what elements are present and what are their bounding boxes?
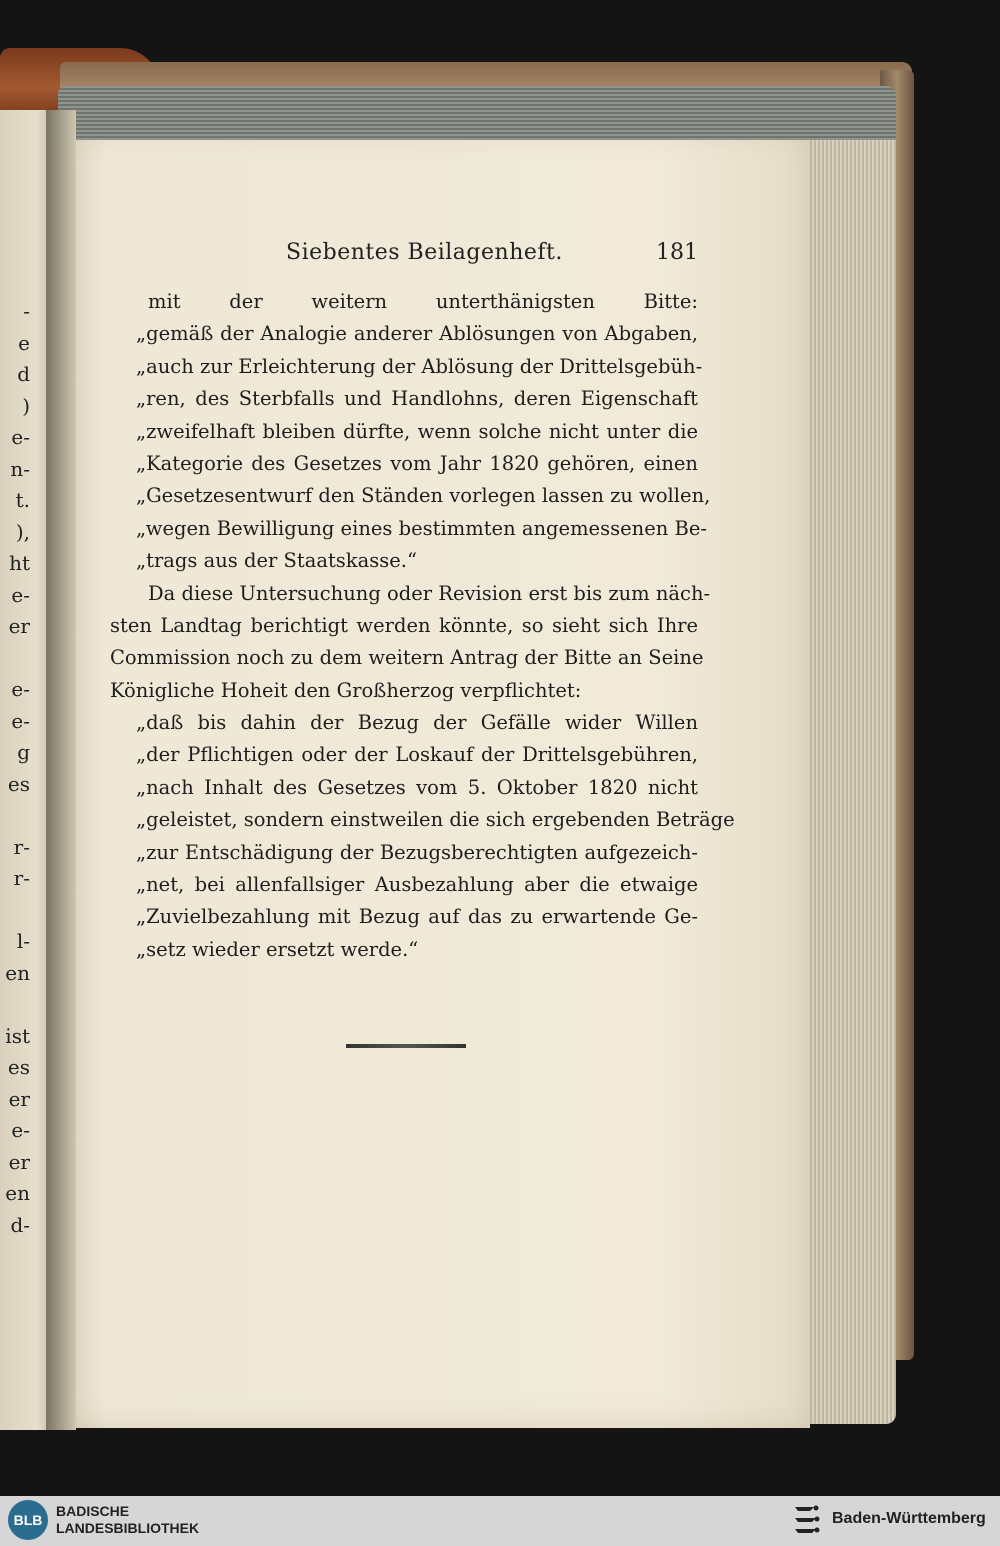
left-page-fragment xyxy=(0,800,30,832)
text-line: „der Pflichtigen oder der Loskauf der Drittelsgebühren, xyxy=(136,743,698,767)
page-edges-right xyxy=(800,104,896,1424)
left-page-fragment: - xyxy=(23,299,30,323)
left-page-fragment: t. xyxy=(15,488,30,512)
left-page-fragment: r- xyxy=(13,866,30,890)
section-end-rule xyxy=(346,1044,466,1048)
text-line: sten Landtag berichtigt werden könnte, so sieht sich Ihre xyxy=(110,613,698,637)
page-edges-top xyxy=(58,86,896,140)
left-page-fragment: ht xyxy=(9,551,30,575)
left-page-fragment: d- xyxy=(10,1212,30,1237)
text-line: „daß bis dahin der Bezug der Gefälle wider Willen xyxy=(136,711,698,735)
left-page-fragment xyxy=(0,895,30,927)
left-page-fragment: n- xyxy=(10,456,30,481)
left-page-fragment: l- xyxy=(16,929,30,953)
left-page-fragments xyxy=(0,296,30,1241)
left-page-fragment: es xyxy=(7,771,30,796)
left-page-fragment: en xyxy=(5,1181,30,1205)
left-page-fragment: ist xyxy=(5,1023,30,1048)
left-page-fragment: e- xyxy=(11,582,30,607)
text-line: mit der weitern unterthänigsten Bitte: xyxy=(148,290,698,313)
text-line: Königliche Hoheit den Großherzog verpflichtet: xyxy=(110,678,582,702)
left-page-fragment xyxy=(0,643,30,675)
left-page-fragment: e xyxy=(18,330,30,355)
library-name[interactable] xyxy=(56,1503,199,1537)
left-page-fragment: g xyxy=(17,740,30,764)
left-page-fragment: er xyxy=(8,1086,30,1111)
text-line: „zweifelhaft bleiben dürfte, wenn solche nicht unter die xyxy=(136,419,698,443)
text-line: „ren, des Sterbfalls und Handlohns, deren Eigenschaft xyxy=(136,387,698,411)
left-page-fragment: ) xyxy=(22,393,30,418)
left-page-fragment: e- xyxy=(11,708,30,733)
text-line: Commission noch zu dem weitern Antrag der Bitte an Seine xyxy=(110,646,704,670)
left-page-fragment: er xyxy=(8,614,30,638)
footer-bar xyxy=(0,1496,1000,1546)
left-page-fragment: d xyxy=(17,362,30,386)
text-line: „Kategorie des Gesetzes vom Jahr 1820 gehören, einen xyxy=(136,451,698,475)
text-line: „geleistet, sondern einstweilen die sich ergebenden Beträge xyxy=(136,808,735,832)
library-name-line2: LANDESBIBLIOTHEK xyxy=(56,1520,200,1536)
left-page-fragment: e- xyxy=(11,677,30,701)
text-line: „setz wieder ersetzt werde.“ xyxy=(136,937,419,961)
page-gutter xyxy=(46,110,76,1430)
left-page-fragment: en xyxy=(5,960,30,985)
left-page-fragment: es xyxy=(7,1055,30,1079)
text-line: „net, bei allenfallsiger Ausbezahlung aber die etwaige xyxy=(136,873,698,897)
blb-logo[interactable]: BLB xyxy=(8,1500,48,1540)
text-line: „zur Entschädigung der Bezugsberechtigten aufgezeich- xyxy=(136,840,698,864)
text-line: „auch zur Erleichterung der Ablösung der Drittelsgebüh- xyxy=(136,354,703,378)
left-page-fragment: e- xyxy=(11,1118,30,1142)
page-number: 181 xyxy=(656,240,698,265)
text-line: „Zuvielbezahlung mit Bezug auf das zu erwartende Ge- xyxy=(136,905,698,929)
text-line: Da diese Untersuchung oder Revision erst bis zum näch- xyxy=(148,581,711,605)
left-page-fragment: er xyxy=(8,1149,30,1174)
text-line: „nach Inhalt des Gesetzes vom 5. Oktober 1820 nicht xyxy=(136,775,698,799)
page-body xyxy=(110,286,735,966)
left-page-fragment: e- xyxy=(11,425,30,449)
library-name-line1: BADISCHE xyxy=(56,1503,130,1519)
text-line: „gemäß der Analogie anderer Ablösungen von Abgaben, xyxy=(136,322,698,346)
left-page-fragment: r- xyxy=(13,834,30,859)
bw-lions-icon xyxy=(792,1502,820,1540)
running-header xyxy=(286,240,698,272)
state-name[interactable]: Baden-Württemberg xyxy=(832,1510,986,1527)
text-line: „trags aus der Staatskasse.“ xyxy=(136,549,417,573)
left-page-fragment xyxy=(0,989,30,1021)
running-header-title: Siebentes Beilagenheft. xyxy=(286,240,563,265)
text-line: „Gesetzesentwurf den Ständen vorlegen lassen zu wollen, xyxy=(136,484,711,508)
left-page-fragment: ), xyxy=(15,519,30,544)
text-line: „wegen Bewilligung eines bestimmten angemessenen Be- xyxy=(136,516,707,540)
